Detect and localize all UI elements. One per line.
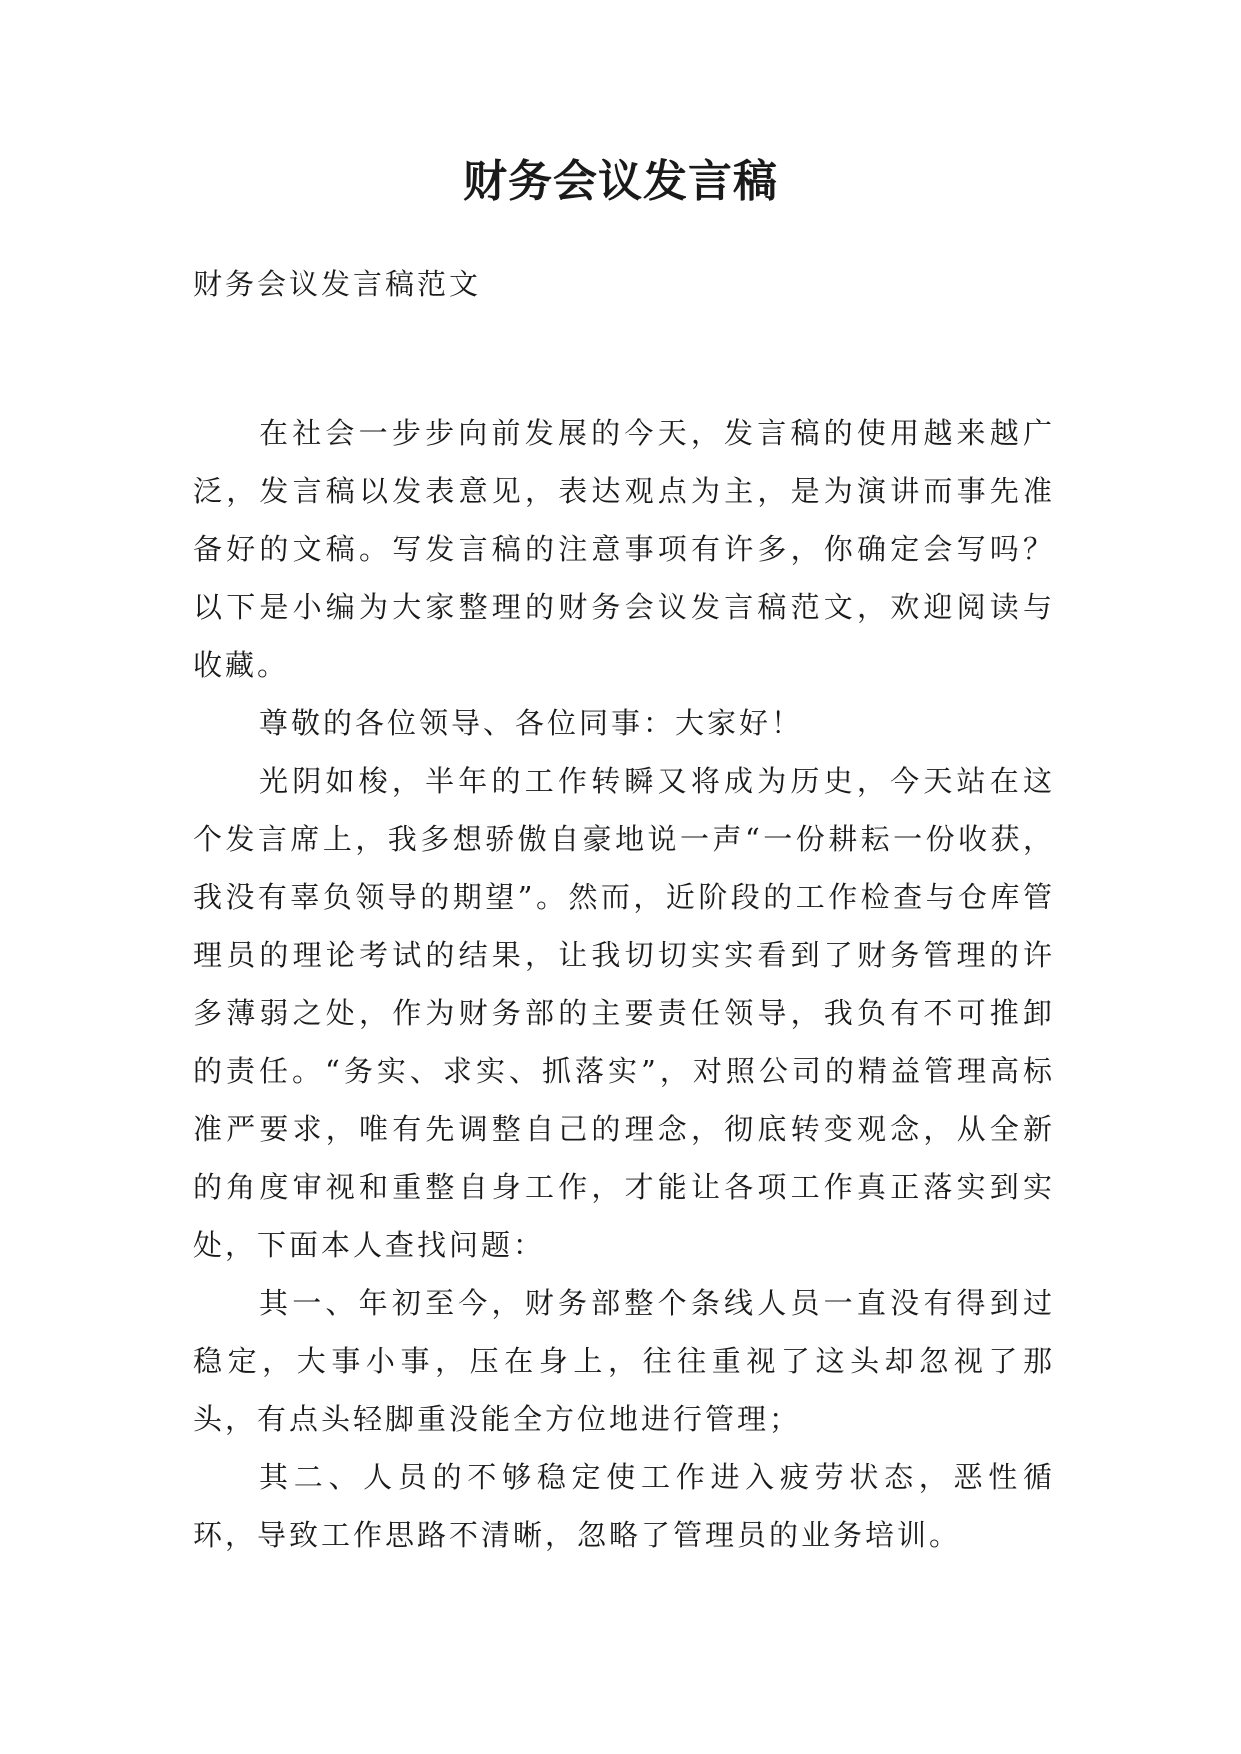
paragraph-issue-one: 其一、年初至今，财务部整个条线人员一直没有得到过稳定，大事小事，压在身上，往往重视了这头却忽视了那头，有点头轻脚重没能全方位地进行管理； <box>193 1286 1055 1436</box>
document-title: 财务会议发言稿 <box>463 156 778 207</box>
paragraph-reflection: 光阴如梭，半年的工作转瞬又将成为历史，今天站在这个发言席上，我多想骄傲自豪地说一声“一份耕耘一份收获，我没有辜负领导的期望”。然而，近阶段的工作检查与仓库管理员的理论考试的结果，让我切切实实看到了财务管理的许多薄弱之处，作为财务部的主要责任领导，我负有不可推卸的责任。“务实、求实、抓落实”，对照公司的精益管理高标准严要求，唯有先调整自己的理念，彻底转变观念，从全新的角度审视和重整自身工作，才能让各项工作真正落实到实处，下面本人查找问题： <box>193 764 1055 1262</box>
paragraph-greeting: 尊敬的各位领导、各位同事：大家好！ <box>259 706 804 740</box>
paragraph-intro: 在社会一步步向前发展的今天，发言稿的使用越来越广泛，发言稿以发表意见，表达观点为主，是为演讲而事先准备好的文稿。写发言稿的注意事项有许多，你确定会写吗？以下是小编为大家整理的财务会议发言稿范文，欢迎阅读与收藏。 <box>193 416 1055 682</box>
document-body <box>193 404 1055 1564</box>
paragraph-issue-two: 其二、人员的不够稳定使工作进入疲劳状态，恶性循环，导致工作思路不清晰，忽略了管理员的业务培训。 <box>193 1460 1055 1552</box>
document-subtitle: 财务会议发言稿范文 <box>193 267 482 301</box>
